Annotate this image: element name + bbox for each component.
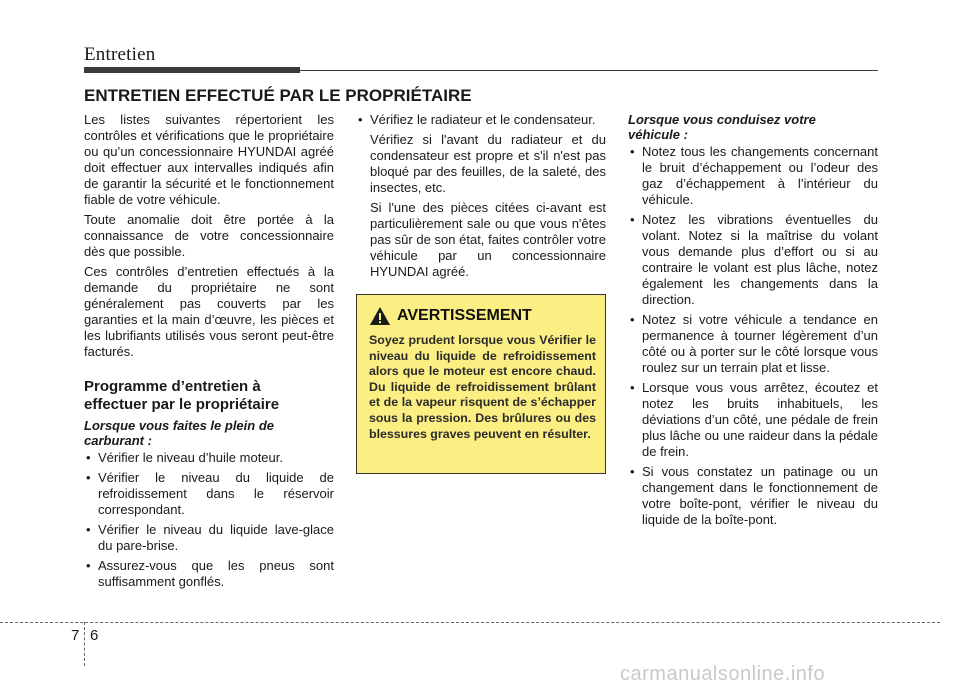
driving-heading [628,112,878,142]
chapter-number: 7 [71,627,80,644]
list-item: • Si vous constatez un patinage ou un changement dans le fonctionnement de votre boîte-pont, vérifier le niveau du liquide de la boîte-pont. [628,464,878,528]
refuel-heading-line1: Lorsque vous faites le plein de [84,418,274,433]
warranty-paragraph: Ces contrôles d’entretien effectués à la demande du propriétaire ne sont généralement pas couverts par les garanties et la main d’œuvre, les pièces et les lubrifiants utilisés vous seront peut-être facturés. [84,264,334,359]
anomaly-paragraph: Toute anomalie doit être portée à la connaissance de votre concessionnaire dès que possible. [84,212,334,259]
header-rule-accent [84,67,300,73]
list-item: • Notez les vibrations éventuelles du volant. Notez si la maîtrise du volant vous demande plus d’effort ou si au contraire le volant est plus lâche, notez également les changements dans la direction. [628,212,878,308]
refuel-checklist [84,450,334,590]
radiator-checklist [356,112,606,128]
section-title: ENTRETIEN EFFECTUÉ PAR LE PROPRIÉTAIRE [84,86,472,105]
owner-program-heading [84,378,334,414]
list-item: • Assurez-vous que les pneus sont suffisamment gonflés. [84,558,334,590]
warning-header [369,305,596,327]
warning-box [356,294,606,474]
refuel-heading-line2: carburant : [84,433,152,448]
driving-heading-line2: véhicule : [628,127,688,142]
driving-heading-line1: Lorsque vous conduisez votre [628,112,816,127]
refuel-heading [84,418,334,448]
list-item: • Vérifiez le radiateur et le condensateur. [356,112,606,128]
list-item: • Notez tous les changements concernant le bruit d’échappement ou l’odeur des gaz d’échappement à l’intérieur du véhicule. [628,144,878,208]
column-middle [356,112,606,284]
driving-checklist [628,144,878,528]
page-number-divider [84,622,85,666]
list-item: • Vérifier le niveau du liquide de refroidissement dans le réservoir correspondant. [84,470,334,518]
footer-divider [0,622,940,623]
radiator-paragraph: Vérifiez si l'avant du radiateur et du condensateur est propre et s'il n'est pas bloqué par des feuilles, de la saleté, des insectes, etc. [370,132,606,195]
list-item: • Lorsque vous vous arrêtez, écoutez et notez les bruits inhabituels, les déviations d’un côté, une pédale de frein plus lâche ou une raideur dans la pédale de frein. [628,380,878,460]
page-number: 6 [90,627,99,644]
watermark-text: carmanualsonline.info [620,663,826,685]
warning-text: Soyez prudent lorsque vous Vérifier le niveau du liquide de refroidissement alors que le moteur est encore chaud. Du liquide de refroidissement brûlant et de la vapeur risquent de s’échapper sous la pression. Des brûlures ou des blessures graves peuvent en résulter. [369,333,596,441]
running-header-title: Entretien [84,44,156,65]
dealer-paragraph: Si l'une des pièces citées ci-avant est particulièrement sale ou que vous n'êtes pas sûr de son état, faites contrôler votre véhicule par un concessionnaire HYUNDAI agréé. [370,200,606,279]
owner-program-heading-line1: Programme d’entretien à [84,378,261,395]
list-item: • Notez si votre véhicule a tendance en permanence à tourner légèrement d’un côté ou à porter sur le côté lorsque vous roulez sur un terrain plat et lisse. [628,312,878,376]
warning-title: AVERTISSEMENT [397,307,532,324]
list-item: • Vérifier le niveau d’huile moteur. [84,450,334,466]
intro-paragraph: Les listes suivantes répertorient les contrôles et vérifications que le propriétaire ou qu’un concessionnaire HYUNDAI agréé doit effectuer aux intervalles indiqués afin de garantir la sécurité et le fonctionnement fiable de votre véhicule. [84,112,334,207]
warning-triangle-icon [369,306,391,326]
owner-program-heading-line2: effectuer par le propriétaire [84,396,280,413]
list-item: • Vérifier le niveau du liquide lave-glace du pare-brise. [84,522,334,554]
column-right [628,112,878,532]
column-left [84,112,334,594]
